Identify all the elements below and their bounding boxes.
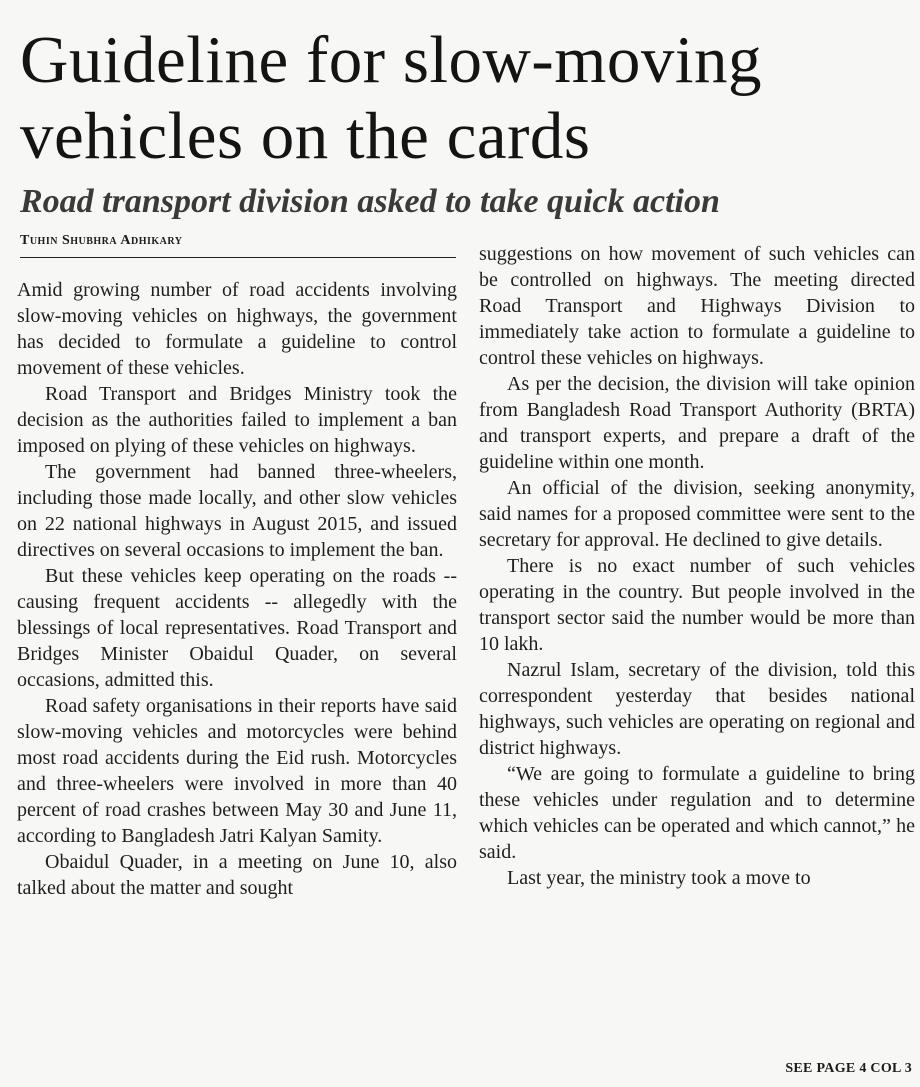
paragraph: There is no exact number of such vehicles operating in the country. But people involved in the transport sector said the number would be more than 10 lakh.: [479, 555, 915, 655]
paragraph: Last year, the ministry took a move to: [507, 867, 811, 889]
paragraph: suggestions on how movement of such vehicles can be controlled on highways. The meeting directed Road Transport and Highways Division to immediately take action to formulate a guideline to control these vehicles on highways.: [479, 243, 915, 369]
right-column: [479, 241, 915, 891]
paragraph: An official of the division, seeking anonymity, said names for a proposed committee were sent to the secretary for approval. He declined to give details.: [479, 477, 915, 551]
left-column: [17, 277, 457, 901]
headline: Guideline for slow-moving vehicles on the cards: [20, 23, 762, 173]
subheadline: Road transport division asked to take quick action: [20, 183, 720, 220]
paragraph: Amid growing number of road accidents involving slow-moving vehicles on highways, the government has decided to formulate a guideline to control movement of these vehicles.: [17, 279, 457, 379]
paragraph: Obaidul Quader, in a meeting on June 10, also talked about the matter and sought: [17, 851, 457, 899]
paragraph: Road safety organisations in their reports have said slow-moving vehicles and motorcycles were behind most road accidents during the Eid rush. Motorcycles and three-wheelers were involved in more than 40 percent of road crashes between May 30 and June 11, according to Bangladesh Jatri Kalyan Samity.: [17, 695, 457, 847]
paragraph: As per the decision, the division will take opinion from Bangladesh Road Transport Authority (BRTA) and transport experts, and prepare a draft of the guideline within one month.: [479, 373, 915, 473]
paragraph: But these vehicles keep operating on the roads -- causing frequent accidents -- allegedly with the blessings of local representatives. Road Transport and Bridges Minister Obaidul Quader, on several occasions, admitted this.: [17, 565, 457, 691]
paragraph: “We are going to formulate a guideline to bring these vehicles under regulation and to determine which vehicles can be operated and which cannot,” he said.: [479, 763, 915, 863]
byline-rule: [20, 257, 456, 258]
paragraph: Road Transport and Bridges Ministry took the decision as the authorities failed to implement a ban imposed on plying of these vehicles on highways.: [17, 383, 457, 457]
paragraph: The government had banned three-wheelers, including those made locally, and other slow vehicles on 22 national highways in August 2015, and issued directives on several occasions to implement the ban.: [17, 461, 457, 561]
continuation-note: SEE PAGE 4 COL 3: [785, 1061, 912, 1076]
paragraph: Nazrul Islam, secretary of the division, told this correspondent yesterday that besides national highways, such vehicles are operating on regional and district highways.: [479, 659, 915, 759]
byline: Tuhin Shubhra Adhikary: [20, 233, 183, 248]
